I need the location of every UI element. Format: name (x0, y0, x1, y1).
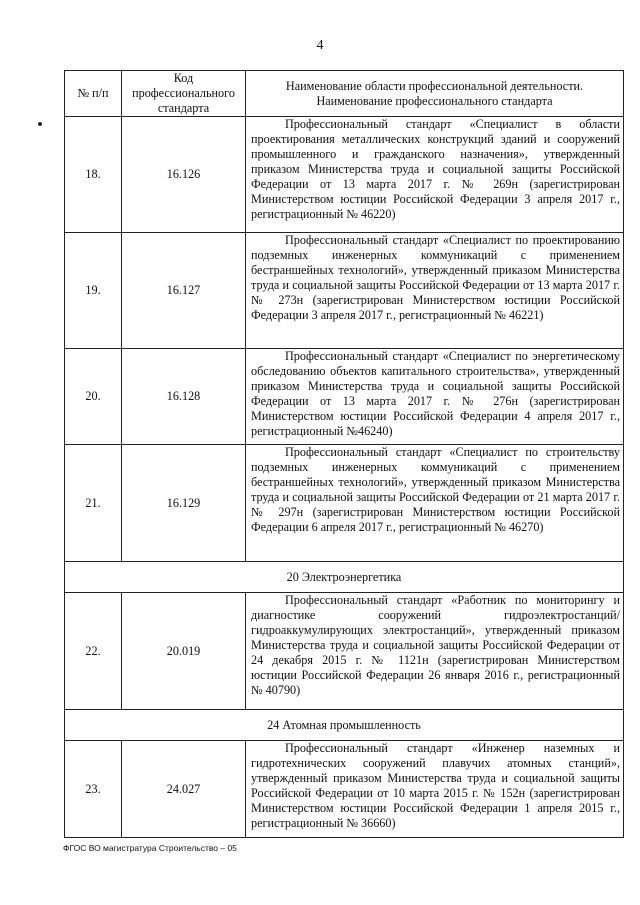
standard-description: Профессиональный стандарт «Специалист по проектированию подземных инженерных коммуникаций с применением бестраншейных технологий», утвержденный приказом Министерства труда и социальной защиты Российской Федерации от 13 марта 2017 г. № 273н (зарегистрирован Министерством юстиции Российской Федерации 3 апреля 2017 г., регистрационный № 46221) (246, 233, 624, 349)
footer: ФГОС ВО магистратура Строительство – 05 (63, 843, 237, 853)
table-row (65, 593, 624, 710)
row-number: 19. (65, 233, 122, 349)
standard-code: 20.019 (122, 593, 246, 710)
page-number: 4 (316, 38, 324, 53)
standard-code: 16.127 (122, 233, 246, 349)
standard-code: 24.027 (122, 741, 246, 838)
standard-description: Профессиональный стандарт «Специалист по энергетическому обследованию объектов капитального строительства», утвержденный приказом Министерства труда и социальной защиты Российской Федерации от 13 марта 2017 г. № 276н (зарегистрирован Министерством юстиции Российской Федерации 4 апреля 2017 г., регистрационный №46240) (246, 349, 624, 445)
header-name: Наименование области профессиональной деятельности. Наименование профессионального стандарта (246, 71, 624, 117)
standard-description: Профессиональный стандарт «Инженер наземных и гидротехнических сооружений плавучих атомных станций», утвержденный приказом Министерства труда и социальной защиты Российской Федерации от 10 марта 2015 г. № 152н (зарегистрирован Министерством юстиции Российской Федерации 1 апреля 2015 г., регистрационный № 36660) (246, 741, 624, 838)
section-title: 20 Электроэнергетика (65, 562, 624, 593)
table-body (65, 117, 624, 838)
section-row (65, 710, 624, 741)
standard-code: 16.128 (122, 349, 246, 445)
section-title: 24 Атомная промышленность (65, 710, 624, 741)
standard-description: Профессиональный стандарт «Работник по мониторингу и диагностике сооружений гидроэлектростанций/гидроаккумулирующих электростанций», утвержденный приказом Министерства труда и социальной защиты Российской Федерации от 24 декабря 2015 г. № 1121н (зарегистрирован Министерством юстиции Российской Федерации 26 января 2016 г., регистрационный № 40790) (246, 593, 624, 710)
row-number: 22. (65, 593, 122, 710)
standard-description: Профессиональный стандарт «Специалист по строительству подземных инженерных коммуникаций с применением бестраншейных технологий», утвержденный приказом Министерства труда и социальной защиты Российской Федерации от 21 марта 2017 г. № 297н (зарегистрирован Министерством юстиции Российской Федерации 6 апреля 2017 г., регистрационный № 46270) (246, 445, 624, 562)
standard-description: Профессиональный стандарт «Специалист в области проектирования металлических конструкций зданий и сооружений промышленного и гражданского назначения», утвержденный приказом Министерства труда и социальной защиты Российской Федерации от 13 марта 2017 г. № 269н (зарегистрирован Министерством юстиции Российской Федерации 3 апреля 2017 г., регистрационный № 46220) (246, 117, 624, 233)
row-number: 23. (65, 741, 122, 838)
table-row (65, 117, 624, 233)
margin-mark (38, 122, 42, 126)
standard-code: 16.126 (122, 117, 246, 233)
header-num: № п/п (65, 71, 122, 117)
row-number: 21. (65, 445, 122, 562)
row-number: 18. (65, 117, 122, 233)
row-number: 20. (65, 349, 122, 445)
table-row (65, 233, 624, 349)
table-row (65, 349, 624, 445)
header-code: Код профессионального стандарта (122, 71, 246, 117)
table-row (65, 445, 624, 562)
standards-table (64, 70, 624, 838)
table-row (65, 741, 624, 838)
standard-code: 16.129 (122, 445, 246, 562)
section-row (65, 562, 624, 593)
table-header-row (65, 71, 624, 117)
